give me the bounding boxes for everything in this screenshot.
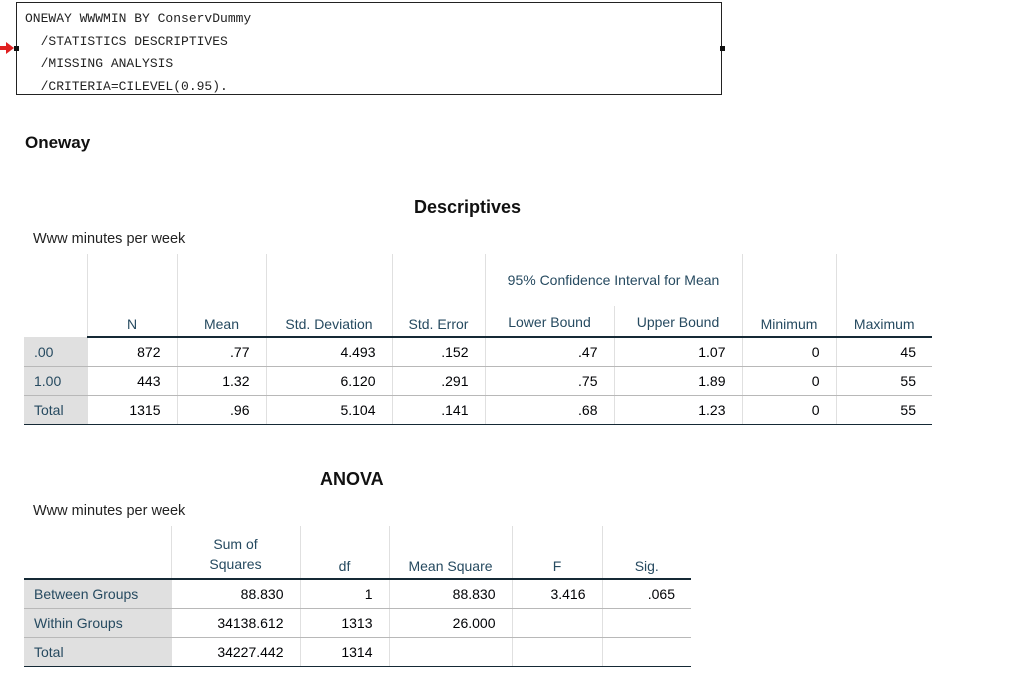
cell-std-deviation: 6.120 — [266, 367, 392, 396]
cell-maximum: 55 — [836, 396, 932, 425]
row-label: Total — [24, 638, 171, 667]
syntax-line: /STATISTICS DESCRIPTIVES — [25, 33, 228, 49]
cell-mean: .96 — [177, 396, 266, 425]
col-header-df: df — [300, 526, 389, 579]
section-title: Oneway — [25, 133, 91, 152]
col-header-std-deviation: Std. Deviation — [266, 254, 392, 337]
syntax-line: /MISSING ANALYSIS — [25, 56, 174, 71]
cell-lower-bound: .75 — [485, 367, 614, 396]
row-label: .00 — [24, 337, 87, 367]
cell-n: 1315 — [87, 396, 177, 425]
row-label: Within Groups — [24, 609, 171, 638]
cell-mean: 1.32 — [177, 367, 266, 396]
cell-sig: .065 — [602, 579, 691, 609]
current-position-arrow-icon — [0, 42, 14, 54]
col-header-ci-group: 95% Confidence Interval for Mean — [485, 254, 742, 306]
cell-upper-bound: 1.23 — [614, 396, 742, 425]
syntax-line: /CRITERIA=CILEVEL(0.95). — [25, 78, 228, 94]
cell-sum-of-squares: 88.830 — [171, 579, 300, 609]
cell-df: 1314 — [300, 638, 389, 667]
cell-mean: .77 — [177, 337, 266, 367]
cell-std-deviation: 4.493 — [266, 337, 392, 367]
cell-lower-bound: .47 — [485, 337, 614, 367]
row-label: 1.00 — [24, 367, 87, 396]
cell-df: 1 — [300, 579, 389, 609]
cell-std-error: .141 — [392, 396, 485, 425]
cell-maximum: 55 — [836, 367, 932, 396]
table-row — [24, 396, 932, 425]
resize-handle-right[interactable] — [720, 46, 725, 51]
cell-f — [512, 638, 602, 667]
cell-sig — [602, 609, 691, 638]
cell-std-error: .291 — [392, 367, 485, 396]
corner-cell — [24, 254, 87, 337]
col-header-mean-square: Mean Square — [389, 526, 512, 579]
cell-n: 872 — [87, 337, 177, 367]
anova-table — [24, 526, 691, 667]
cell-sig — [602, 638, 691, 667]
cell-mean-square: 88.830 — [389, 579, 512, 609]
cell-df: 1313 — [300, 609, 389, 638]
col-header-maximum: Maximum — [836, 254, 932, 337]
corner-cell — [24, 526, 171, 579]
table-row — [24, 337, 932, 367]
cell-upper-bound: 1.07 — [614, 337, 742, 367]
descriptives-caption: Www minutes per week — [33, 231, 186, 247]
table-row — [24, 638, 691, 667]
cell-mean-square — [389, 638, 512, 667]
resize-handle-left[interactable] — [14, 46, 19, 51]
col-header-n: N — [87, 254, 177, 337]
table-row — [24, 367, 932, 396]
cell-lower-bound: .68 — [485, 396, 614, 425]
cell-mean-square: 26.000 — [389, 609, 512, 638]
col-header-lower-bound: Lower Bound — [485, 306, 614, 337]
col-header-sig: Sig. — [602, 526, 691, 579]
cell-maximum: 45 — [836, 337, 932, 367]
col-header-minimum: Minimum — [742, 254, 836, 337]
table-row — [24, 609, 691, 638]
col-header-f: F — [512, 526, 602, 579]
cell-sum-of-squares: 34138.612 — [171, 609, 300, 638]
col-header-upper-bound: Upper Bound — [614, 306, 742, 337]
cell-sum-of-squares: 34227.442 — [171, 638, 300, 667]
descriptives-title: Descriptives — [414, 197, 522, 217]
col-header-sum-of-squares: Sum of Squares — [171, 526, 300, 579]
col-header-std-error: Std. Error — [392, 254, 485, 337]
syntax-line: ONEWAY WWWMIN BY ConservDummy — [25, 11, 252, 26]
cell-f: 3.416 — [512, 579, 602, 609]
syntax-block[interactable] — [16, 2, 722, 95]
col-header-mean: Mean — [177, 254, 266, 337]
anova-title: ANOVA — [320, 469, 384, 489]
cell-upper-bound: 1.89 — [614, 367, 742, 396]
anova-caption: Www minutes per week — [33, 503, 186, 519]
cell-minimum: 0 — [742, 396, 836, 425]
cell-minimum: 0 — [742, 337, 836, 367]
cell-minimum: 0 — [742, 367, 836, 396]
cell-std-error: .152 — [392, 337, 485, 367]
row-label: Total — [24, 396, 87, 425]
table-row — [24, 579, 691, 609]
row-label: Between Groups — [24, 579, 171, 609]
cell-f — [512, 609, 602, 638]
cell-n: 443 — [87, 367, 177, 396]
cell-std-deviation: 5.104 — [266, 396, 392, 425]
descriptives-table — [24, 254, 932, 425]
